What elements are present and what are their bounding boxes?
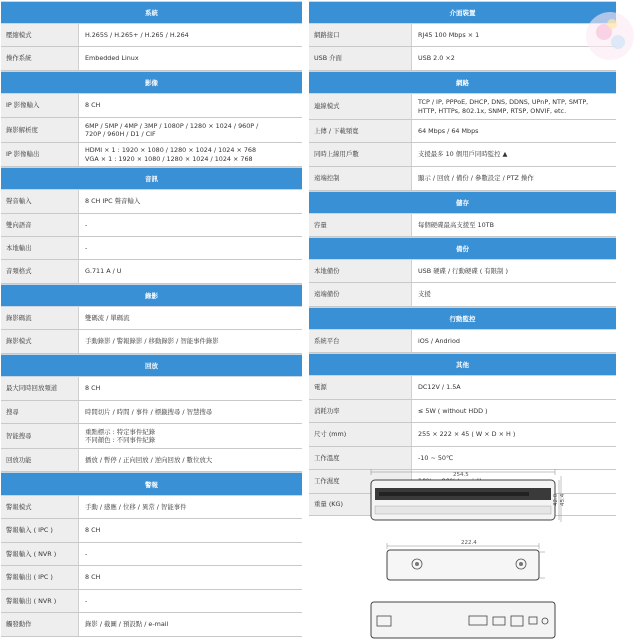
- row-audio-format: [1, 260, 302, 284]
- spec-label: 最大同時回放頻道: [1, 377, 79, 400]
- spec-value: [79, 214, 302, 236]
- spec-value-line: 720P / 960H / D1 / CIF: [85, 130, 156, 138]
- spec-value: [79, 307, 302, 329]
- spec-label: 本地備份: [309, 260, 412, 282]
- spec-label: 錄影碼流: [1, 307, 79, 329]
- row-alarm-output-ipc: [1, 566, 302, 590]
- header-alarm: 警報: [1, 472, 302, 496]
- row-playback-function: [1, 449, 302, 472]
- row-size: [309, 423, 616, 447]
- spec-table-right: [309, 1, 616, 516]
- row-compression: [1, 24, 302, 47]
- spec-value: [79, 424, 302, 448]
- spec-label: 電源: [309, 376, 412, 399]
- spec-value-line: 支援最多 10 個用戶同時監控 ▲: [418, 150, 508, 159]
- header-audio: 音訊: [1, 167, 302, 190]
- spec-value: [412, 214, 616, 236]
- row-power-consumption: [309, 400, 616, 423]
- spec-label: 尺寸 (mm): [309, 423, 412, 446]
- spec-value-line: Embedded Linux: [85, 54, 139, 63]
- spec-value-line: 播放 / 暫停 / 正向回放 / 逆向回放 / 數位放大: [85, 455, 213, 464]
- header-mobile: 行動監控: [309, 307, 616, 330]
- spec-value: [79, 190, 302, 213]
- spec-value-line: 重點標示 : 特定事件紀錄: [85, 427, 156, 436]
- spec-value: [79, 449, 302, 471]
- spec-value-line: HDMI × 1 : 1920 × 1080 / 1280 × 1024 / 1024 × 768: [85, 146, 257, 154]
- header-storage: 儲存: [309, 191, 616, 214]
- spec-value: [79, 237, 302, 259]
- row-audio-input: [1, 190, 302, 214]
- spec-label: 遠端控制: [309, 167, 412, 190]
- header-recording: 錄影: [1, 284, 302, 307]
- row-alarm-input-ipc: [1, 519, 302, 543]
- spec-value: [79, 543, 302, 565]
- row-two-way-audio: [1, 214, 302, 237]
- spec-value: [79, 143, 302, 166]
- spec-value: [412, 120, 616, 142]
- rear-view-drawing: [371, 602, 555, 638]
- spec-value-line: USB 2.0 ×2: [418, 54, 455, 63]
- row-network-port: [309, 24, 616, 47]
- spec-value-line: VGA × 1 : 1920 × 1080 / 1280 × 1024 / 1024 × 768: [85, 154, 253, 163]
- spec-value: [79, 590, 302, 612]
- spec-label: 系統平台: [309, 330, 412, 352]
- row-smart-search: [1, 424, 302, 449]
- row-local-backup: [309, 260, 616, 283]
- spec-value: [412, 376, 616, 399]
- spec-value-line: G.711 A / U: [85, 267, 122, 276]
- row-power: [309, 376, 616, 400]
- row-alarm-mode: [1, 496, 302, 519]
- spec-label: 網路接口: [309, 24, 412, 46]
- spec-value: [79, 519, 302, 542]
- spec-value-line: 顯示 / 回放 / 備份 / 參數設定 / PTZ 操作: [418, 174, 534, 183]
- spec-value-line: H.265S / H.265+ / H.265 / H.264: [85, 30, 189, 39]
- spec-value: [79, 47, 302, 70]
- spec-label: 上傳 / 下載頻寬: [309, 120, 412, 142]
- spec-value: [79, 260, 302, 283]
- spec-label: 觸發動作: [1, 613, 79, 636]
- spec-label: 錄影解析度: [1, 118, 79, 142]
- spec-value-line: RJ45 100 Mbps × 1: [418, 30, 480, 39]
- seller-watermark-logo: [582, 2, 638, 82]
- spec-value-line: 255 × 222 × 45 ( W × D × H ): [418, 430, 516, 439]
- spec-value-line: HTTP, HTTPs, 802.1x, SNMP, RTSP, ONVIF, etc.: [418, 106, 567, 115]
- row-alarm-input-nvr: [1, 543, 302, 566]
- spec-label: 連線模式: [309, 94, 412, 119]
- spec-value-line: 雙碼流 / 單碼流: [85, 313, 130, 322]
- row-stream: [1, 307, 302, 330]
- spec-label: 警報模式: [1, 496, 79, 518]
- row-max-playback: [1, 377, 302, 401]
- spec-label: 同時上線用戶數: [309, 143, 412, 166]
- row-protocols: [309, 94, 616, 120]
- spec-label: 警報輸出 ( IPC ): [1, 566, 79, 589]
- spec-value-line: 8 CH: [85, 573, 101, 582]
- spec-value-line: 時間切片 / 時間 / 事件 / 標籤搜尋 / 智慧搜尋: [85, 407, 213, 416]
- spec-label: 警報輸入 ( NVR ): [1, 543, 79, 565]
- spec-value-line: TCP / IP, PPPoE, DHCP, DNS, DDNS, UPnP, NTP, SMTP,: [418, 98, 589, 106]
- spec-value: [412, 423, 616, 446]
- spec-value: [79, 566, 302, 589]
- header-interface: 介面裝置: [309, 1, 616, 24]
- spec-label: 操作系統: [1, 47, 79, 70]
- spec-value: [412, 283, 616, 306]
- row-record-resolution: [1, 118, 302, 143]
- height-dimension-label-b: 45.4: [560, 493, 566, 506]
- row-bandwidth: [309, 120, 616, 143]
- row-usb: [309, 47, 616, 71]
- spec-label: 回放功能: [1, 449, 79, 471]
- spec-value-line: 手動 / 感應 / 位移 / 異常 / 智能事件: [85, 502, 187, 511]
- spec-value-line: 錄影 / 截圖 / 預設點 / e-mail: [85, 620, 169, 629]
- row-search: [1, 401, 302, 424]
- spec-label: 壓縮模式: [1, 24, 79, 46]
- row-os: [1, 47, 302, 71]
- spec-label: IP 影像輸出: [1, 143, 79, 166]
- header-system: 系統: [1, 1, 302, 24]
- row-alarm-output-nvr: [1, 590, 302, 613]
- spec-value-line: 8 CH: [85, 384, 101, 393]
- spec-value-line: -: [85, 596, 88, 605]
- spec-value: [79, 118, 302, 142]
- spec-value-line: USB 硬碟 / 行動硬碟 ( 有限制 ): [418, 266, 508, 275]
- spec-label: 聲音輸入: [1, 190, 79, 213]
- spec-value-line: ≤ 5W ( without HDD ): [418, 406, 488, 415]
- spec-value-line: -: [85, 220, 88, 229]
- row-capacity: [309, 214, 616, 237]
- spec-value-line: 8 CH IPC 聲音輸入: [85, 197, 141, 206]
- spec-label: 雙向語音: [1, 214, 79, 236]
- front-view-drawing: [371, 469, 566, 522]
- spec-label: 搜尋: [1, 401, 79, 423]
- spec-label: 工作溫度: [309, 447, 412, 469]
- spec-value: [79, 377, 302, 400]
- spec-label: 智能搜尋: [1, 424, 79, 448]
- header-other: 其他: [309, 353, 616, 376]
- spec-value-line: 每個硬碟最高支援至 10TB: [418, 220, 494, 229]
- spec-value: [79, 613, 302, 636]
- spec-value-line: -: [85, 243, 88, 252]
- spec-label: 警報輸出 ( NVR ): [1, 590, 79, 612]
- spec-value-line: -: [85, 549, 88, 558]
- row-remote-control: [309, 167, 616, 191]
- spec-value-line: 6MP / 5MP / 4MP / 3MP / 1080P / 1280 × 1024 / 960P /: [85, 121, 259, 130]
- header-playback: 回放: [1, 354, 302, 377]
- height-dimension-label-a: 42.0: [553, 493, 559, 506]
- side-view-drawing: [387, 540, 545, 580]
- row-mobile-platform: [309, 330, 616, 353]
- spec-value-line: -10 ~ 50℃: [418, 453, 454, 462]
- spec-value-line: iOS / Andriod: [418, 336, 460, 345]
- row-local-output: [1, 237, 302, 260]
- spec-value-line: 8 CH: [85, 526, 101, 535]
- spec-label: 本地輸出: [1, 237, 79, 259]
- spec-value: [79, 401, 302, 423]
- header-network: 網路: [309, 71, 616, 94]
- spec-label: USB 介面: [309, 47, 412, 70]
- row-concurrent-users: [309, 143, 616, 167]
- spec-value-line: DC12V / 1.5A: [418, 383, 461, 392]
- spec-label: 警報輸入 ( IPC ): [1, 519, 79, 542]
- spec-label: 容量: [309, 214, 412, 236]
- spec-value-line: 不同顏色 : 不同事件紀錄: [85, 436, 156, 444]
- depth-dimension-label: 222.4: [461, 540, 477, 546]
- width-dimension-label: 254.5: [453, 472, 469, 478]
- header-video: 影像: [1, 71, 302, 94]
- spec-label: 遠端備份: [309, 283, 412, 306]
- row-record-mode: [1, 330, 302, 354]
- spec-value: [79, 94, 302, 117]
- spec-label: IP 影像輸入: [1, 94, 79, 117]
- spec-value: [412, 167, 616, 190]
- dimension-drawings: [365, 466, 565, 640]
- row-ip-input: [1, 94, 302, 118]
- spec-value: [412, 94, 616, 119]
- spec-label: 錄影模式: [1, 330, 79, 353]
- spec-label: 重量 (KG): [309, 494, 412, 515]
- spec-value: [412, 330, 616, 352]
- spec-label: 工作濕度: [309, 470, 412, 493]
- spec-label: 音頻格式: [1, 260, 79, 283]
- nvr-drawing-svg: [365, 466, 565, 640]
- spec-value-line: 支援: [418, 290, 431, 299]
- spec-value: [79, 330, 302, 353]
- spec-value: [79, 24, 302, 46]
- spec-value: [79, 496, 302, 518]
- row-trigger-action: [1, 613, 302, 637]
- spec-value-line: 64 Mbps / 64 Mbps: [418, 126, 479, 135]
- spec-table-left: [1, 1, 302, 637]
- row-remote-backup: [309, 283, 616, 307]
- header-backup: 備份: [309, 237, 616, 260]
- spec-label: 消耗功率: [309, 400, 412, 422]
- spec-value: [412, 400, 616, 422]
- spec-value-line: 手動錄影 / 警報錄影 / 移動錄影 / 智能事件錄影: [85, 337, 219, 346]
- spec-value-line: 8 CH: [85, 101, 101, 110]
- spec-value: [412, 143, 616, 166]
- row-ip-output: [1, 143, 302, 167]
- spec-value: [412, 260, 616, 282]
